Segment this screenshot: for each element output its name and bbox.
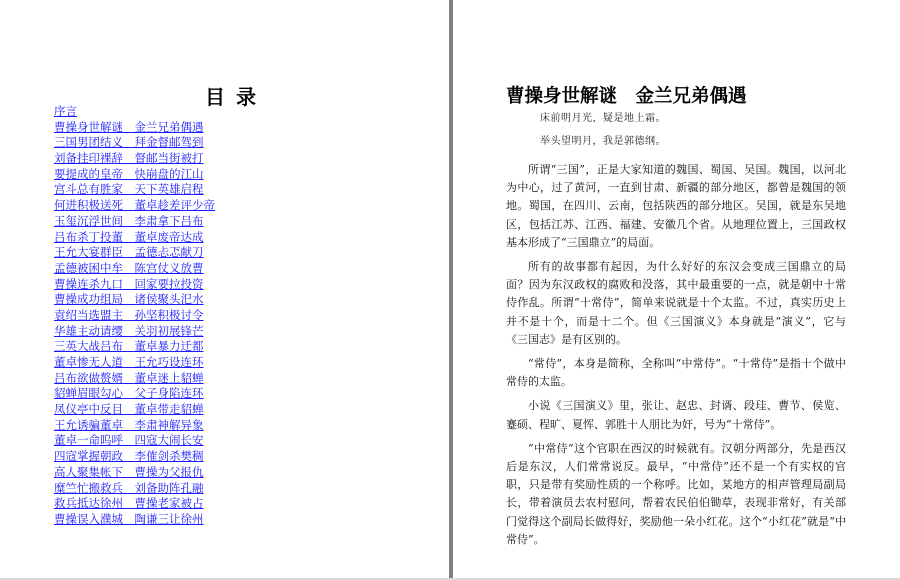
toc-link[interactable]: 刘备挂印裸辞 督邮当街被打 bbox=[54, 151, 204, 166]
toc-link-preface[interactable]: 序言 bbox=[54, 104, 77, 118]
toc-title: 目 录 bbox=[205, 85, 258, 109]
toc-link[interactable]: 要提成的皇帝 快崩盘的江山 bbox=[54, 166, 204, 181]
toc-link[interactable]: 曹操误入濮城 陶谦三让徐州 bbox=[54, 511, 204, 526]
toc-link[interactable]: 四寇掌握朝政 李傕剑杀樊稠 bbox=[54, 449, 204, 464]
toc-link[interactable]: 华雄主动请缨 关羽初展锋芒 bbox=[54, 323, 204, 338]
toc-page bbox=[0, 0, 449, 580]
toc-link[interactable]: 吕布杀丁投董 董卓废帝达成 bbox=[54, 229, 204, 244]
body-paragraph: 所谓“三国”，正是大家知道的魏国、蜀国、吴国。魏国，以河北为中心，过了黄河，一直到甘肃、新疆的部分地区，都曾是魏国的领地。蜀国，在四川、云南，包括陕西的部分地区。吴国，就是东吴地区，包括江苏、江西、福建、安徽几个省。从地理位置上，三国政权基本形成了“三国鼎立”的局面。 bbox=[506, 163, 846, 249]
chapter-body bbox=[506, 161, 846, 555]
toc-link[interactable]: 王允大宴群臣 孟德忐忑献刀 bbox=[54, 245, 204, 260]
toc-link[interactable]: 董卓惨无人道 王允巧设连环 bbox=[54, 355, 204, 369]
body-paragraph: “中常侍”这个官职在西汉的时候就有。汉朝分两部分，先是西汉后是东汉，人们常常说反。最早，“中常侍”还不是一个有实权的官职，只是带有奖励性质的一个称呼。比如，某地方的相声管理局副局长，带着演员去农村慰问，帮着农民伯伯锄草，表现非常好，有关部门觉得这个副局长做得好，奖励他一朵小红花。这个“小红花”就是“中常侍”。 bbox=[506, 441, 846, 546]
toc-link[interactable]: 吕布欲做赘婿 董卓迷上貂蝉 bbox=[54, 370, 204, 385]
body-paragraph: “常侍”，本身是简称，全称叫“中常侍”。“十常侍”是指十个做中常侍的太监。 bbox=[506, 357, 846, 389]
toc-link[interactable]: 曹操身世解谜 金兰兄弟偶遇 bbox=[54, 119, 204, 134]
toc-link[interactable]: 三英大战吕布 董卓暴力迁都 bbox=[54, 339, 204, 354]
toc-link[interactable]: 曹操成功组局 诸侯聚头汜水 bbox=[54, 292, 204, 307]
toc-list bbox=[54, 104, 215, 528]
toc-link[interactable]: 高人聚集帐下 曹操为父报仇 bbox=[54, 464, 204, 479]
toc-link[interactable]: 宫斗总有胜家 天下英雄启程 bbox=[54, 182, 204, 197]
toc-link[interactable]: 糜竺忙搬救兵 刘备助阵孔融 bbox=[54, 480, 204, 495]
toc-link[interactable]: 救兵抵达徐州 曹操老家被占 bbox=[54, 496, 204, 511]
toc-link[interactable]: 王允诱骗董卓 李肃神解异象 bbox=[54, 417, 204, 432]
toc-link[interactable]: 三国男团结义 拜金督邮驾到 bbox=[54, 135, 204, 150]
poem-line: 举头望明月，我是郭德纲。 bbox=[540, 136, 666, 147]
toc-link[interactable]: 凤仪亭中反目 董卓带走貂蝉 bbox=[54, 402, 204, 417]
toc-link[interactable]: 玉玺沉浮世间 李肃拿下吕布 bbox=[54, 213, 204, 228]
toc-link[interactable]: 孟德被困中牟 陈宫仗义放曹 bbox=[54, 260, 204, 275]
chapter-title: 曹操身世解谜 金兰兄弟偶遇 bbox=[506, 86, 747, 107]
toc-link[interactable]: 何进积极送死 董卓趁差评少帝 bbox=[54, 198, 215, 213]
body-paragraph: 小说《三国演义》里，张让、赵忠、封谞、段珪、曹节、侯览、蹇硕、程旷、夏恽、郭胜十人朋比为奸，号为“十常侍”。 bbox=[506, 399, 846, 431]
body-paragraph: 所有的故事都有起因，为什么好好的东汉会变成三国鼎立的局面？因为东汉政权的腐败和没落，其中最重要的一点，就是朝中十常侍作乱。所谓“十常侍”，简单来说就是十个太监。不过，真实历史上并不是十个，而是十二个。但《三国演义》本身就是“演义”，它与《三国志》是有区别的。 bbox=[506, 260, 846, 346]
toc-link[interactable]: 董卓一命呜呼 四寇大闹长安 bbox=[54, 433, 204, 448]
toc-link[interactable]: 曹操连杀九口 回家要拉投资 bbox=[54, 276, 204, 291]
toc-link[interactable]: 袁绍当选盟主 孙坚积极讨令 bbox=[54, 307, 204, 322]
toc-link[interactable]: 貂蝉眉眼勾心 父子身陷连环 bbox=[54, 386, 204, 401]
poem-line: 床前明月光，疑是地上霜。 bbox=[540, 113, 666, 124]
